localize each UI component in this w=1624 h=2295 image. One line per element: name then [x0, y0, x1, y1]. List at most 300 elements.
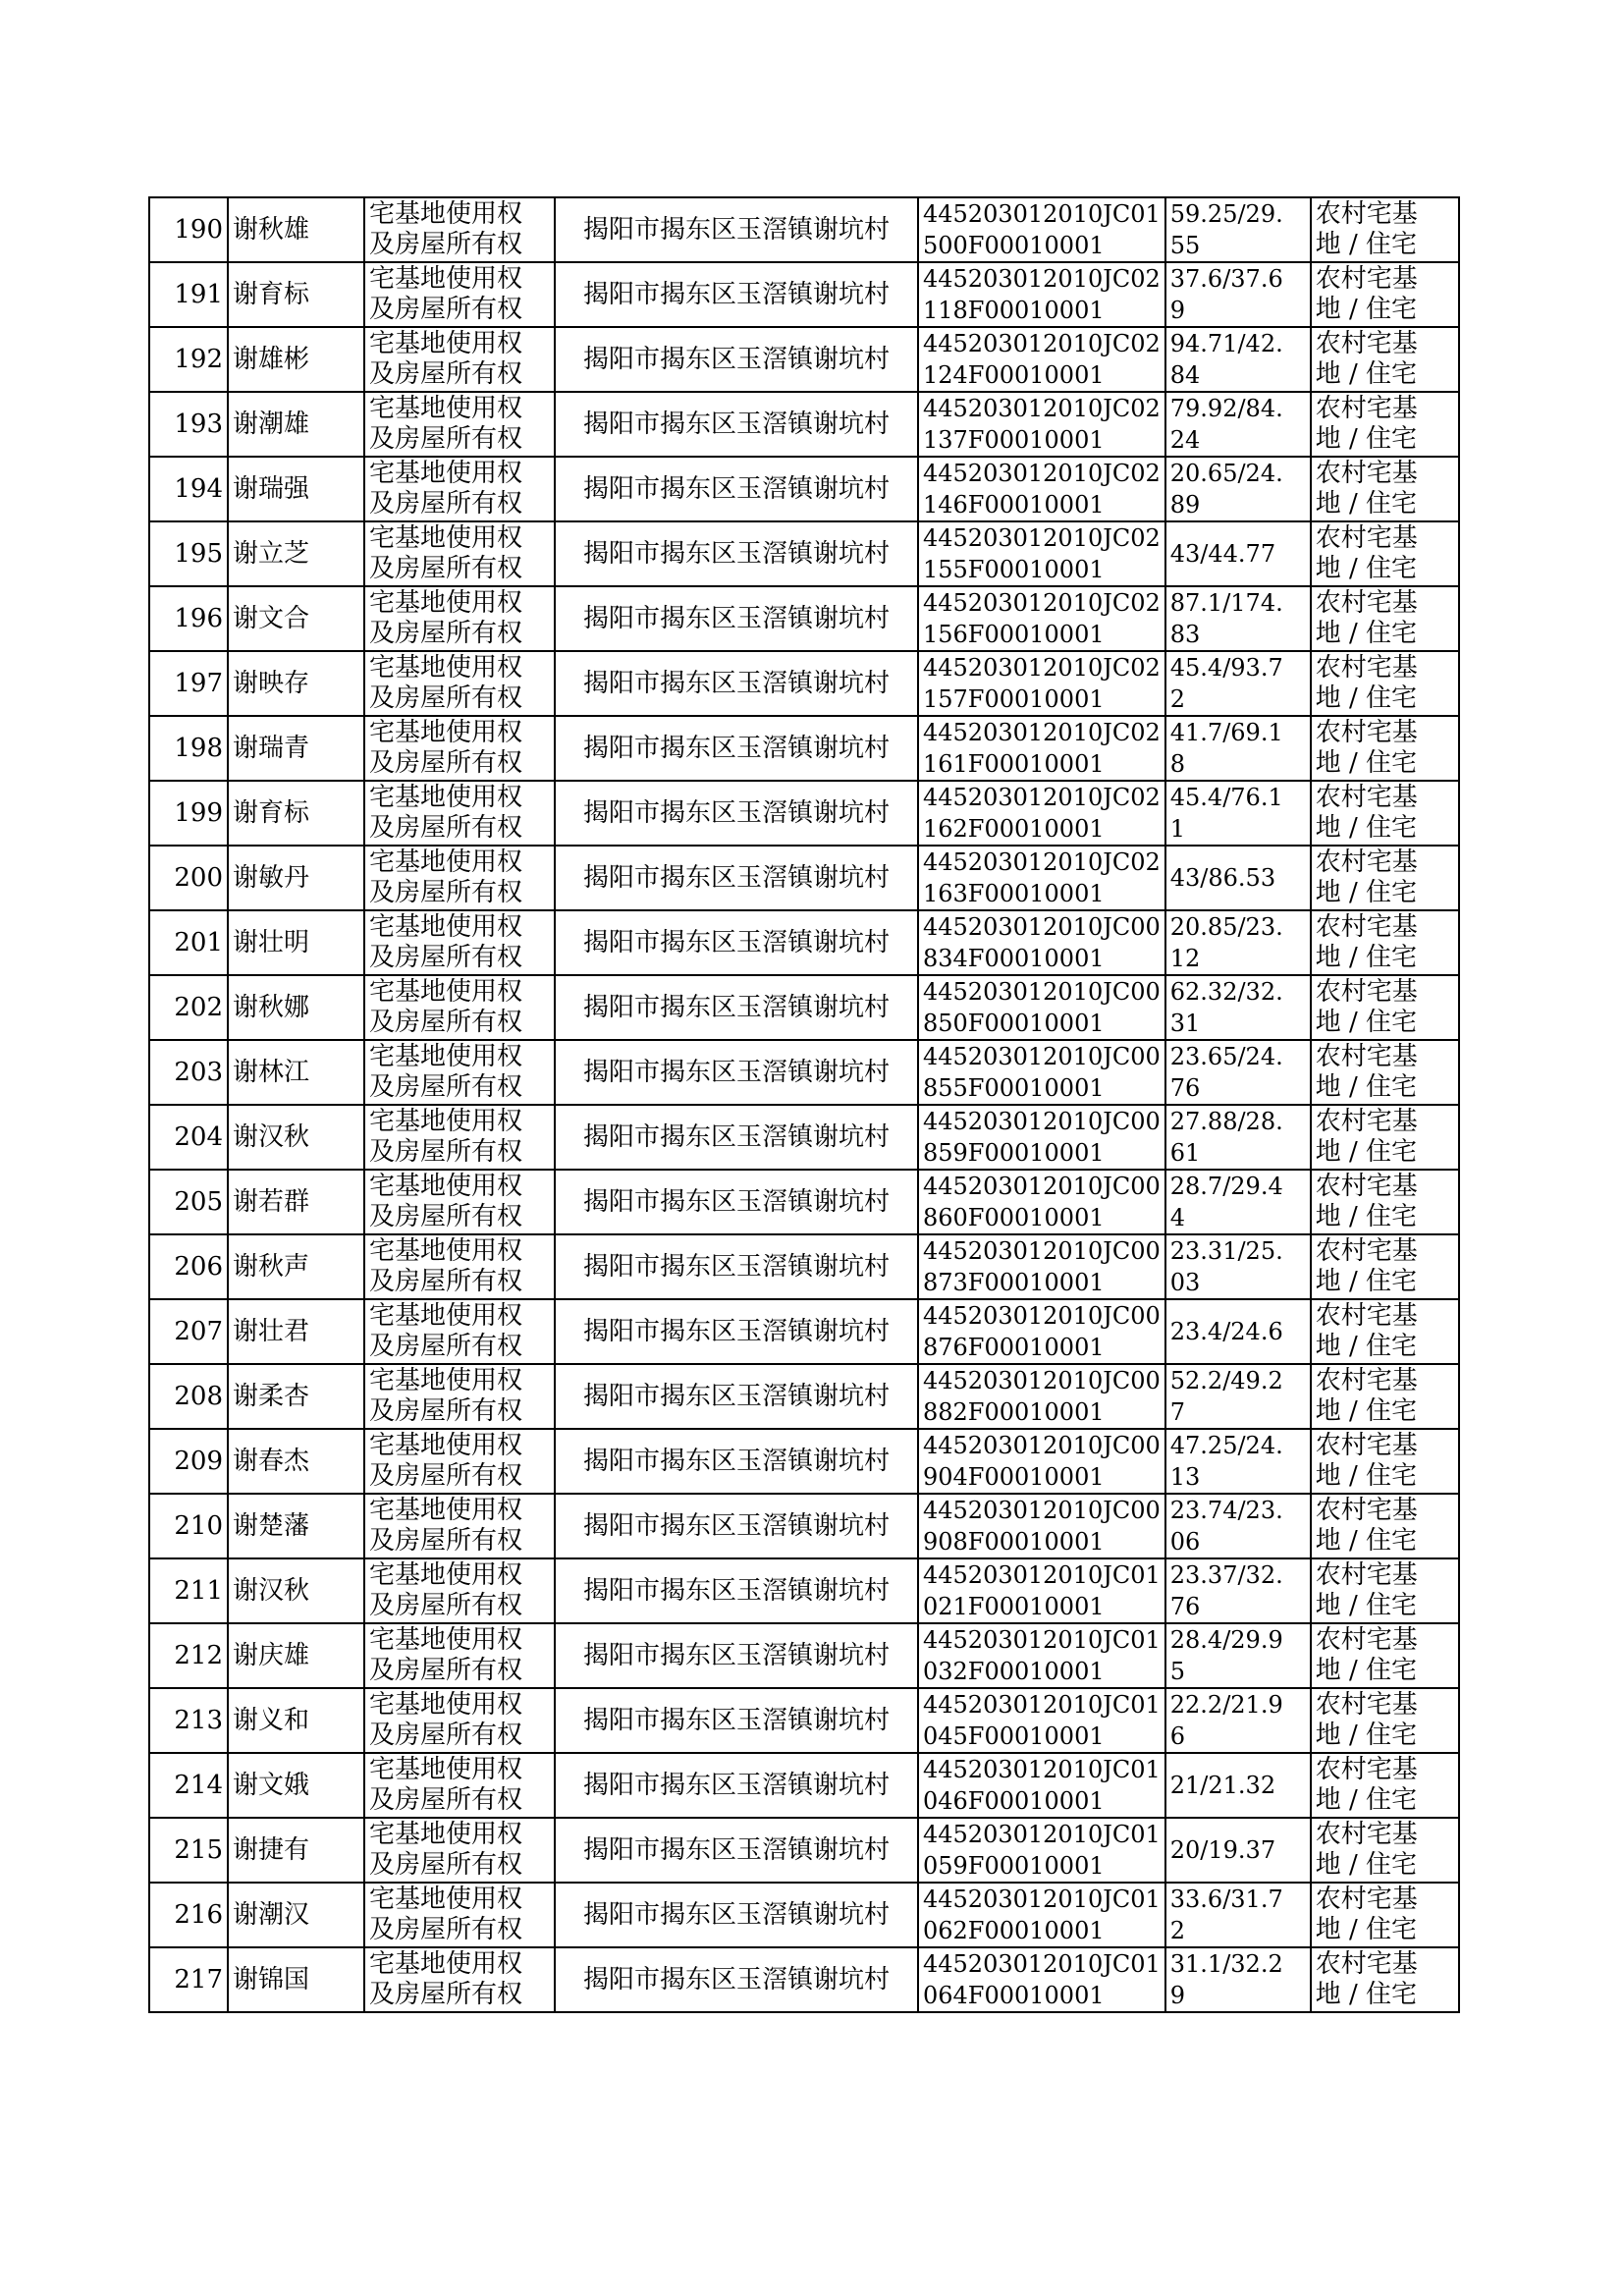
- unit-code-line: 445203012010JC02: [923, 395, 1161, 422]
- unit-code-line: 162F00010001: [923, 815, 1105, 843]
- right-type-cell: [364, 651, 555, 716]
- area-line: 43/86.53: [1169, 864, 1276, 892]
- land-use-line: 地 / 住宅: [1315, 813, 1418, 843]
- location-cell: 揭阳市揭东区玉滘镇谢坑村: [555, 1947, 918, 2012]
- right-type-line: 宅基地使用权: [369, 1820, 523, 1849]
- area-line: 9: [1169, 1982, 1186, 2009]
- unit-code-cell: [918, 1883, 1165, 1947]
- land-use-line: 地 / 住宅: [1315, 1721, 1418, 1750]
- location-cell: 揭阳市揭东区玉滘镇谢坑村: [555, 262, 918, 327]
- unit-code-cell: [918, 1299, 1165, 1364]
- unit-code-line: 157F00010001: [923, 685, 1105, 713]
- owner-name-cell: 谢立芝: [228, 521, 364, 586]
- unit-code-cell: [918, 586, 1165, 651]
- area-cell: [1165, 781, 1311, 846]
- owner-name-cell: 谢柔杏: [228, 1364, 364, 1429]
- unit-code-line: 445203012010JC01: [923, 1756, 1161, 1783]
- unit-code-line: 161F00010001: [923, 750, 1105, 778]
- right-type-cell: [364, 262, 555, 327]
- unit-code-cell: [918, 262, 1165, 327]
- area-line: 52.2/49.2: [1169, 1367, 1283, 1394]
- right-type-line: 及房屋所有权: [369, 1721, 523, 1750]
- right-type-cell: [364, 1883, 555, 1947]
- right-type-line: 宅基地使用权: [369, 1690, 523, 1720]
- area-line: 37.6/37.6: [1169, 265, 1283, 293]
- location-cell: 揭阳市揭东区玉滘镇谢坑村: [555, 1818, 918, 1883]
- location-cell: 揭阳市揭东区玉滘镇谢坑村: [555, 197, 918, 262]
- land-use-line: 农村宅基: [1315, 264, 1418, 294]
- right-type-line: 宅基地使用权: [369, 1885, 523, 1914]
- unit-code-cell: [918, 521, 1165, 586]
- right-type-line: 及房屋所有权: [369, 1137, 523, 1167]
- area-cell: [1165, 910, 1311, 975]
- area-line: 28.4/29.9: [1169, 1626, 1283, 1654]
- area-line: 06: [1169, 1528, 1201, 1556]
- unit-code-line: 500F00010001: [923, 232, 1105, 259]
- area-cell: [1165, 1818, 1311, 1883]
- land-use-line: 地 / 住宅: [1315, 748, 1418, 778]
- unit-code-cell: [918, 1364, 1165, 1429]
- area-line: 20/19.37: [1169, 1836, 1276, 1864]
- land-use-line: 农村宅基: [1315, 1107, 1418, 1136]
- unit-code-line: 124F00010001: [923, 361, 1105, 389]
- land-use-cell: [1311, 1947, 1459, 2012]
- land-use-cell: [1311, 197, 1459, 262]
- unit-code-line: 137F00010001: [923, 426, 1105, 454]
- area-line: 23.4/24.6: [1169, 1318, 1283, 1345]
- unit-code-line: 882F00010001: [923, 1398, 1105, 1426]
- unit-code-cell: [918, 392, 1165, 457]
- table-row: [149, 197, 1459, 262]
- right-type-line: 宅基地使用权: [369, 1560, 523, 1590]
- table-row: [149, 1364, 1459, 1429]
- area-line: 20.85/23.: [1169, 913, 1283, 941]
- row-number-cell: 190: [149, 197, 228, 262]
- area-line: 83: [1169, 621, 1201, 648]
- right-type-line: 及房屋所有权: [369, 359, 523, 389]
- right-type-line: 及房屋所有权: [369, 748, 523, 778]
- unit-code-line: 908F00010001: [923, 1528, 1105, 1556]
- right-type-line: 宅基地使用权: [369, 653, 523, 683]
- table-row: [149, 781, 1459, 846]
- land-use-line: 地 / 住宅: [1315, 1785, 1418, 1815]
- row-number-cell: 209: [149, 1429, 228, 1494]
- area-line: 2: [1169, 1917, 1186, 1944]
- right-type-line: 宅基地使用权: [369, 718, 523, 747]
- unit-code-line: 163F00010001: [923, 880, 1105, 907]
- land-use-line: 农村宅基: [1315, 329, 1418, 358]
- unit-code-cell: [918, 1558, 1165, 1623]
- row-number-cell: 192: [149, 327, 228, 392]
- table-row: [149, 586, 1459, 651]
- area-line: 23.65/24.: [1169, 1043, 1283, 1070]
- right-type-line: 及房屋所有权: [369, 683, 523, 713]
- row-number-cell: 203: [149, 1040, 228, 1105]
- right-type-line: 及房屋所有权: [369, 813, 523, 843]
- row-number-cell: 211: [149, 1558, 228, 1623]
- unit-code-line: 445203012010JC01: [923, 1885, 1161, 1913]
- table-row: [149, 1753, 1459, 1818]
- unit-code-line: 155F00010001: [923, 556, 1105, 583]
- right-type-cell: [364, 521, 555, 586]
- land-use-line: 地 / 住宅: [1315, 1526, 1418, 1556]
- owner-name-cell: 谢潮汉: [228, 1883, 364, 1947]
- land-use-cell: [1311, 1234, 1459, 1299]
- right-type-cell: [364, 1753, 555, 1818]
- location-cell: 揭阳市揭东区玉滘镇谢坑村: [555, 1170, 918, 1234]
- right-type-line: 宅基地使用权: [369, 523, 523, 553]
- owner-name-cell: 谢汉秋: [228, 1558, 364, 1623]
- right-type-cell: [364, 716, 555, 781]
- right-type-line: 宅基地使用权: [369, 977, 523, 1007]
- area-line: 4: [1169, 1204, 1186, 1231]
- row-number-cell: 193: [149, 392, 228, 457]
- area-line: 33.6/31.7: [1169, 1885, 1283, 1913]
- area-line: 21/21.32: [1169, 1772, 1276, 1799]
- area-cell: [1165, 521, 1311, 586]
- right-type-line: 宅基地使用权: [369, 783, 523, 812]
- area-cell: [1165, 1364, 1311, 1429]
- right-type-line: 及房屋所有权: [369, 230, 523, 259]
- land-use-line: 农村宅基: [1315, 1949, 1418, 1979]
- location-cell: 揭阳市揭东区玉滘镇谢坑村: [555, 327, 918, 392]
- owner-name-cell: 谢文娥: [228, 1753, 364, 1818]
- location-cell: 揭阳市揭东区玉滘镇谢坑村: [555, 781, 918, 846]
- unit-code-cell: [918, 1494, 1165, 1558]
- row-number-cell: 208: [149, 1364, 228, 1429]
- location-cell: 揭阳市揭东区玉滘镇谢坑村: [555, 1040, 918, 1105]
- area-line: 61: [1169, 1139, 1201, 1167]
- land-use-line: 农村宅基: [1315, 718, 1418, 747]
- row-number-cell: 204: [149, 1105, 228, 1170]
- area-line: 27.88/28.: [1169, 1108, 1283, 1135]
- right-type-line: 及房屋所有权: [369, 943, 523, 972]
- table-row: [149, 327, 1459, 392]
- area-line: 23.37/32.: [1169, 1561, 1283, 1589]
- area-line: 13: [1169, 1463, 1201, 1491]
- land-use-line: 农村宅基: [1315, 1560, 1418, 1590]
- right-type-cell: [364, 457, 555, 521]
- right-type-line: 宅基地使用权: [369, 1755, 523, 1784]
- unit-code-line: 876F00010001: [923, 1334, 1105, 1361]
- location-cell: 揭阳市揭东区玉滘镇谢坑村: [555, 1105, 918, 1170]
- unit-code-cell: [918, 1688, 1165, 1753]
- unit-code-line: 021F00010001: [923, 1593, 1105, 1620]
- owner-name-cell: 谢义和: [228, 1688, 364, 1753]
- unit-code-line: 445203012010JC02: [923, 330, 1161, 357]
- location-cell: 揭阳市揭东区玉滘镇谢坑村: [555, 1299, 918, 1364]
- right-type-cell: [364, 1818, 555, 1883]
- area-cell: [1165, 1170, 1311, 1234]
- table-row: [149, 521, 1459, 586]
- location-cell: 揭阳市揭东区玉滘镇谢坑村: [555, 1364, 918, 1429]
- row-number-cell: 198: [149, 716, 228, 781]
- owner-name-cell: 谢映存: [228, 651, 364, 716]
- row-number-cell: 199: [149, 781, 228, 846]
- owner-name-cell: 谢林江: [228, 1040, 364, 1105]
- land-use-cell: [1311, 975, 1459, 1040]
- land-use-line: 地 / 住宅: [1315, 1915, 1418, 1944]
- right-type-line: 及房屋所有权: [369, 1332, 523, 1361]
- unit-code-line: 062F00010001: [923, 1917, 1105, 1944]
- area-cell: [1165, 651, 1311, 716]
- area-line: 03: [1169, 1269, 1201, 1296]
- owner-name-cell: 谢锦国: [228, 1947, 364, 2012]
- table-row: [149, 1234, 1459, 1299]
- land-use-cell: [1311, 716, 1459, 781]
- right-type-cell: [364, 1558, 555, 1623]
- right-type-line: 及房屋所有权: [369, 1202, 523, 1231]
- right-type-line: 及房屋所有权: [369, 489, 523, 519]
- area-line: 31.1/32.2: [1169, 1950, 1283, 1978]
- right-type-line: 宅基地使用权: [369, 199, 523, 229]
- table-row: [149, 457, 1459, 521]
- right-type-cell: [364, 197, 555, 262]
- land-use-cell: [1311, 846, 1459, 910]
- unit-code-cell: [918, 1170, 1165, 1234]
- row-number-cell: 206: [149, 1234, 228, 1299]
- land-use-line: 地 / 住宅: [1315, 1202, 1418, 1231]
- owner-name-cell: 谢壮君: [228, 1299, 364, 1364]
- land-use-line: 地 / 住宅: [1315, 1461, 1418, 1491]
- location-cell: 揭阳市揭东区玉滘镇谢坑村: [555, 716, 918, 781]
- unit-code-line: 859F00010001: [923, 1139, 1105, 1167]
- land-use-line: 农村宅基: [1315, 394, 1418, 423]
- unit-code-line: 445203012010JC01: [923, 1950, 1161, 1978]
- right-type-line: 宅基地使用权: [369, 1236, 523, 1266]
- right-type-cell: [364, 1364, 555, 1429]
- unit-code-cell: [918, 1818, 1165, 1883]
- row-number-cell: 196: [149, 586, 228, 651]
- location-cell: 揭阳市揭东区玉滘镇谢坑村: [555, 910, 918, 975]
- owner-name-cell: 谢潮雄: [228, 392, 364, 457]
- area-line: 76: [1169, 1593, 1201, 1620]
- right-type-line: 及房屋所有权: [369, 619, 523, 648]
- area-line: 6: [1169, 1722, 1186, 1750]
- row-number-cell: 201: [149, 910, 228, 975]
- row-number-cell: 195: [149, 521, 228, 586]
- right-type-line: 宅基地使用权: [369, 1366, 523, 1395]
- land-use-line: 农村宅基: [1315, 653, 1418, 683]
- land-use-cell: [1311, 262, 1459, 327]
- right-type-cell: [364, 975, 555, 1040]
- land-use-line: 农村宅基: [1315, 1236, 1418, 1266]
- owner-name-cell: 谢壮明: [228, 910, 364, 975]
- row-number-cell: 214: [149, 1753, 228, 1818]
- owner-name-cell: 谢捷有: [228, 1818, 364, 1883]
- land-use-cell: [1311, 327, 1459, 392]
- location-cell: 揭阳市揭东区玉滘镇谢坑村: [555, 846, 918, 910]
- land-use-line: 地 / 住宅: [1315, 1980, 1418, 2009]
- land-use-cell: [1311, 1105, 1459, 1170]
- area-cell: [1165, 1623, 1311, 1688]
- right-type-cell: [364, 327, 555, 392]
- area-line: 43/44.77: [1169, 540, 1276, 568]
- table-row: [149, 846, 1459, 910]
- land-use-cell: [1311, 521, 1459, 586]
- right-type-line: 及房屋所有权: [369, 1461, 523, 1491]
- area-cell: [1165, 1234, 1311, 1299]
- owner-name-cell: 谢秋声: [228, 1234, 364, 1299]
- area-line: 47.25/24.: [1169, 1432, 1283, 1459]
- unit-code-line: 445203012010JC00: [923, 1108, 1161, 1135]
- right-type-line: 宅基地使用权: [369, 1301, 523, 1331]
- land-use-cell: [1311, 1818, 1459, 1883]
- land-use-line: 农村宅基: [1315, 1755, 1418, 1784]
- right-type-cell: [364, 1170, 555, 1234]
- unit-code-cell: [918, 197, 1165, 262]
- right-type-line: 宅基地使用权: [369, 1107, 523, 1136]
- land-use-line: 地 / 住宅: [1315, 1332, 1418, 1361]
- unit-code-line: 445203012010JC00: [923, 1367, 1161, 1394]
- right-type-line: 宅基地使用权: [369, 394, 523, 423]
- right-type-cell: [364, 392, 555, 457]
- right-type-line: 宅基地使用权: [369, 1431, 523, 1460]
- land-use-line: 农村宅基: [1315, 199, 1418, 229]
- area-line: 23.31/25.: [1169, 1237, 1283, 1265]
- row-number-cell: 194: [149, 457, 228, 521]
- location-cell: 揭阳市揭东区玉滘镇谢坑村: [555, 521, 918, 586]
- row-number-cell: 217: [149, 1947, 228, 2012]
- unit-code-line: 445203012010JC02: [923, 589, 1161, 617]
- area-line: 22.2/21.9: [1169, 1691, 1283, 1719]
- area-line: 87.1/174.: [1169, 589, 1283, 617]
- right-type-line: 宅基地使用权: [369, 588, 523, 618]
- row-number-cell: 200: [149, 846, 228, 910]
- table-row: [149, 1429, 1459, 1494]
- right-type-cell: [364, 1299, 555, 1364]
- unit-code-line: 045F00010001: [923, 1722, 1105, 1750]
- unit-code-cell: [918, 651, 1165, 716]
- table-row: [149, 1105, 1459, 1170]
- location-cell: 揭阳市揭东区玉滘镇谢坑村: [555, 1558, 918, 1623]
- right-type-line: 宅基地使用权: [369, 912, 523, 942]
- land-use-line: 农村宅基: [1315, 1820, 1418, 1849]
- unit-code-line: 860F00010001: [923, 1204, 1105, 1231]
- location-cell: 揭阳市揭东区玉滘镇谢坑村: [555, 1494, 918, 1558]
- row-number-cell: 216: [149, 1883, 228, 1947]
- land-use-line: 地 / 住宅: [1315, 1396, 1418, 1426]
- right-type-line: 及房屋所有权: [369, 1072, 523, 1102]
- right-type-line: 宅基地使用权: [369, 1042, 523, 1071]
- owner-name-cell: 谢敏丹: [228, 846, 364, 910]
- unit-code-cell: [918, 457, 1165, 521]
- land-use-line: 农村宅基: [1315, 588, 1418, 618]
- table-row: [149, 716, 1459, 781]
- unit-code-line: 445203012010JC00: [923, 1302, 1161, 1330]
- owner-name-cell: 谢楚藩: [228, 1494, 364, 1558]
- area-cell: [1165, 1688, 1311, 1753]
- unit-code-line: 445203012010JC01: [923, 1561, 1161, 1589]
- area-cell: [1165, 716, 1311, 781]
- area-line: 59.25/29.: [1169, 200, 1283, 228]
- area-cell: [1165, 846, 1311, 910]
- right-type-cell: [364, 910, 555, 975]
- area-cell: [1165, 327, 1311, 392]
- table-row: [149, 1170, 1459, 1234]
- right-type-line: 及房屋所有权: [369, 1656, 523, 1685]
- unit-code-line: 855F00010001: [923, 1074, 1105, 1102]
- area-line: 28.7/29.4: [1169, 1173, 1283, 1200]
- owner-name-cell: 谢秋雄: [228, 197, 364, 262]
- area-line: 9: [1169, 297, 1186, 324]
- unit-code-cell: [918, 910, 1165, 975]
- table-row: [149, 392, 1459, 457]
- land-use-cell: [1311, 1623, 1459, 1688]
- row-number-cell: 207: [149, 1299, 228, 1364]
- land-use-cell: [1311, 1299, 1459, 1364]
- table-row: [149, 1558, 1459, 1623]
- unit-code-line: 445203012010JC00: [923, 1237, 1161, 1265]
- land-use-cell: [1311, 1753, 1459, 1818]
- land-use-line: 地 / 住宅: [1315, 1591, 1418, 1620]
- unit-code-line: 873F00010001: [923, 1269, 1105, 1296]
- table-row: [149, 1947, 1459, 2012]
- unit-code-line: 445203012010JC01: [923, 200, 1161, 228]
- unit-code-line: 156F00010001: [923, 621, 1105, 648]
- right-type-cell: [364, 846, 555, 910]
- area-cell: [1165, 392, 1311, 457]
- row-number-cell: 213: [149, 1688, 228, 1753]
- area-cell: [1165, 1494, 1311, 1558]
- owner-name-cell: 谢庆雄: [228, 1623, 364, 1688]
- table-row: [149, 1040, 1459, 1105]
- land-use-cell: [1311, 457, 1459, 521]
- area-line: 89: [1169, 491, 1201, 519]
- land-use-line: 地 / 住宅: [1315, 619, 1418, 648]
- unit-code-line: 445203012010JC01: [923, 1691, 1161, 1719]
- owner-name-cell: 谢瑞青: [228, 716, 364, 781]
- unit-code-line: 834F00010001: [923, 945, 1105, 972]
- land-use-line: 地 / 住宅: [1315, 683, 1418, 713]
- land-use-cell: [1311, 1364, 1459, 1429]
- table-row: [149, 1299, 1459, 1364]
- land-use-cell: [1311, 651, 1459, 716]
- area-line: 55: [1169, 232, 1201, 259]
- right-type-line: 宅基地使用权: [369, 1949, 523, 1979]
- row-number-cell: 215: [149, 1818, 228, 1883]
- area-line: 1: [1169, 815, 1186, 843]
- right-type-line: 及房屋所有权: [369, 1267, 523, 1296]
- unit-code-line: 445203012010JC02: [923, 654, 1161, 682]
- table-row: [149, 975, 1459, 1040]
- right-type-line: 及房屋所有权: [369, 424, 523, 454]
- land-use-cell: [1311, 392, 1459, 457]
- land-use-cell: [1311, 586, 1459, 651]
- owner-name-cell: 谢若群: [228, 1170, 364, 1234]
- right-type-cell: [364, 1234, 555, 1299]
- table-row: [149, 1494, 1459, 1558]
- location-cell: 揭阳市揭东区玉滘镇谢坑村: [555, 975, 918, 1040]
- unit-code-line: 445203012010JC02: [923, 848, 1161, 876]
- land-use-line: 农村宅基: [1315, 1172, 1418, 1201]
- land-use-line: 农村宅基: [1315, 1431, 1418, 1460]
- area-cell: [1165, 1558, 1311, 1623]
- unit-code-cell: [918, 846, 1165, 910]
- table-row: [149, 1623, 1459, 1688]
- area-line: 76: [1169, 1074, 1201, 1102]
- land-use-line: 地 / 住宅: [1315, 424, 1418, 454]
- unit-code-line: 064F00010001: [923, 1982, 1105, 2009]
- unit-code-line: 445203012010JC00: [923, 1043, 1161, 1070]
- area-cell: [1165, 586, 1311, 651]
- right-type-line: 及房屋所有权: [369, 554, 523, 583]
- right-type-line: 及房屋所有权: [369, 295, 523, 324]
- area-cell: [1165, 262, 1311, 327]
- table-row: [149, 651, 1459, 716]
- area-line: 41.7/69.1: [1169, 719, 1283, 746]
- land-use-line: 农村宅基: [1315, 459, 1418, 488]
